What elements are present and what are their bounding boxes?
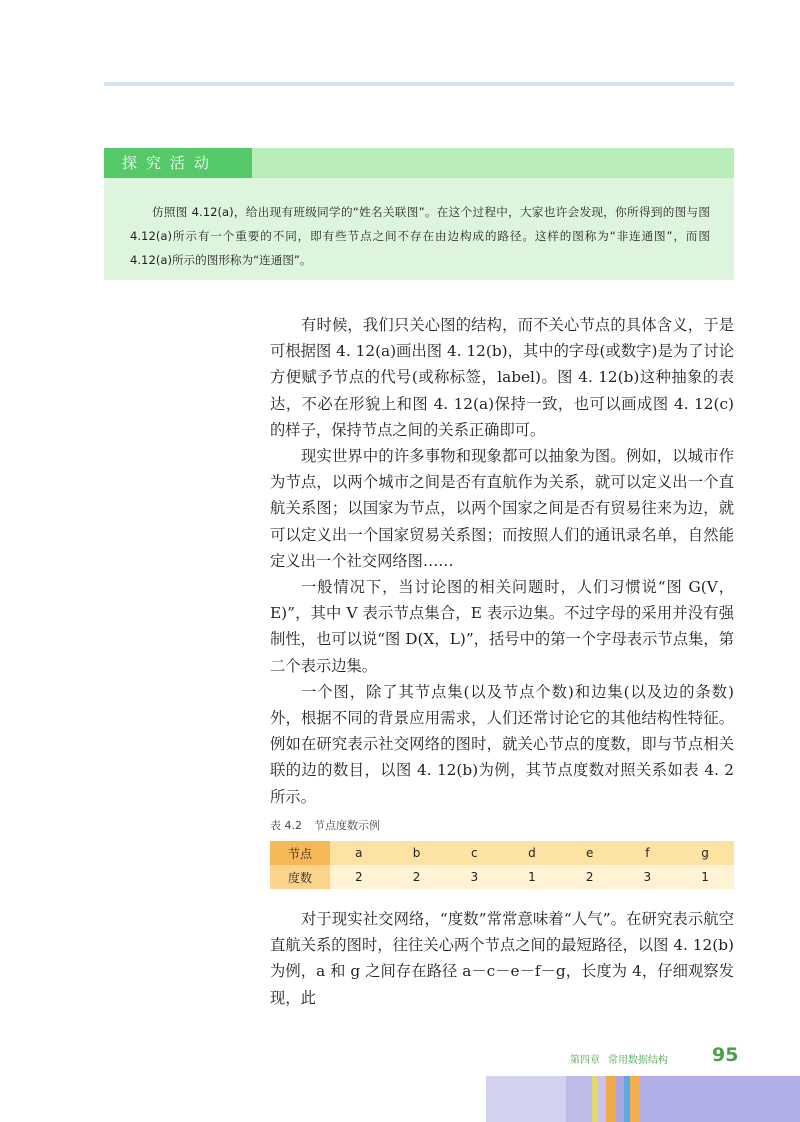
paragraph: 现实世界中的许多事物和现象都可以抽象为图。例如，以城市作为节点，以两个城市之间是否有直航作为关系，就可以定义出一个直航关系图；以国家为节点，以两个国家之间是否有贸易往来为边，就可以定义出一个国家贸易关系图；而按照人们的通讯录名单，自然能定义出一个社交网络图…… — [270, 447, 734, 570]
table-cell: 1 — [503, 865, 561, 889]
table-cell: d — [503, 841, 561, 865]
table-cell: b — [388, 841, 446, 865]
chapter-title: 常用数据结构 — [608, 1055, 668, 1066]
inquiry-activity-box — [104, 148, 734, 280]
paragraph: 一般情况下，当讨论图的相关问题时，人们习惯说“图 G(V，E)”，其中 V 表示节点集合，E 表示边集。不过字母的采用并没有强制性，也可以说“图 D(X，L)”，括号中的第一个字母表示节点集，第二个表示边集。 — [270, 578, 734, 675]
table-row-degrees — [270, 865, 734, 889]
activity-title: 探究活动 — [104, 148, 252, 178]
paragraph: 对于现实社交网络，“度数”常常意味着“人气”。在研究表示航空直航关系的图时，往往关心两个节点之间的最短路径，以图 4. 12(b)为例，a 和 g 之间存在路径 a－c－e－f－g，长度为 4，仔细观察发现，此 — [270, 910, 734, 1007]
table-cell: a — [330, 841, 388, 865]
table-cell: e — [561, 841, 619, 865]
table-cell: 3 — [619, 865, 677, 889]
activity-text: 仿照图 4.12(a)，给出现有班级同学的“姓名关联图”。在这个过程中，大家也许会发现，你所得到的图与图 4.12(a)所示有一个重要的不同，即有些节点之间不存在由边构成的路径。这样的图称为“非连通图”，而图 4.12(a)所示的图形称为“连通图”。 — [130, 205, 710, 267]
activity-header-bar — [104, 148, 734, 178]
table-cell: c — [445, 841, 503, 865]
table-cell: f — [619, 841, 677, 865]
table-cell: g — [676, 841, 734, 865]
table-cell: 2 — [561, 865, 619, 889]
table-caption — [270, 817, 392, 833]
page-number: 95 — [712, 1044, 739, 1066]
table-row-nodes — [270, 841, 734, 865]
table-cell: 2 — [330, 865, 388, 889]
main-text — [270, 312, 734, 810]
row-header-degrees: 度数 — [270, 865, 330, 889]
node-degree-table — [270, 841, 734, 889]
row-header-nodes: 节点 — [270, 841, 330, 865]
paragraph: 有时候，我们只关心图的结构，而不关心节点的具体含义，于是可根据图 4. 12(a)画出图 4. 12(b)，其中的字母(或数字)是为了讨论方便赋予节点的代号(或称标签，label)。图 4. 12(b)这种抽象的表达，不必在形貌上和图 4. 12(a)保持一致，也可以画成图 4. 12(c)的样子，保持节点之间的关系正确即可。 — [270, 316, 734, 439]
paragraph: 一个图，除了其节点集(以及节点个数)和边集(以及边的条数)外，根据不同的背景应用需求，人们还常讨论它的其他结构性特征。例如在研究表示社交网络的图时，就关心节点的度数，即与节点相关联的边的数目，以图 4. 12(b)为例，其节点度数对照关系如表 4. 2 所示。 — [270, 682, 734, 806]
running-footer — [570, 1051, 676, 1066]
chapter-number: 第四章 — [570, 1055, 600, 1066]
table-caption-number: 表 4.2 — [270, 819, 302, 832]
table-cell: 2 — [388, 865, 446, 889]
main-text-continued — [270, 906, 734, 1011]
table-cell: 1 — [676, 865, 734, 889]
table-cell: 3 — [445, 865, 503, 889]
footer-decoration-stripes — [486, 1076, 800, 1122]
table-caption-title: 节点度数示例 — [314, 819, 380, 832]
top-rule — [104, 82, 734, 86]
